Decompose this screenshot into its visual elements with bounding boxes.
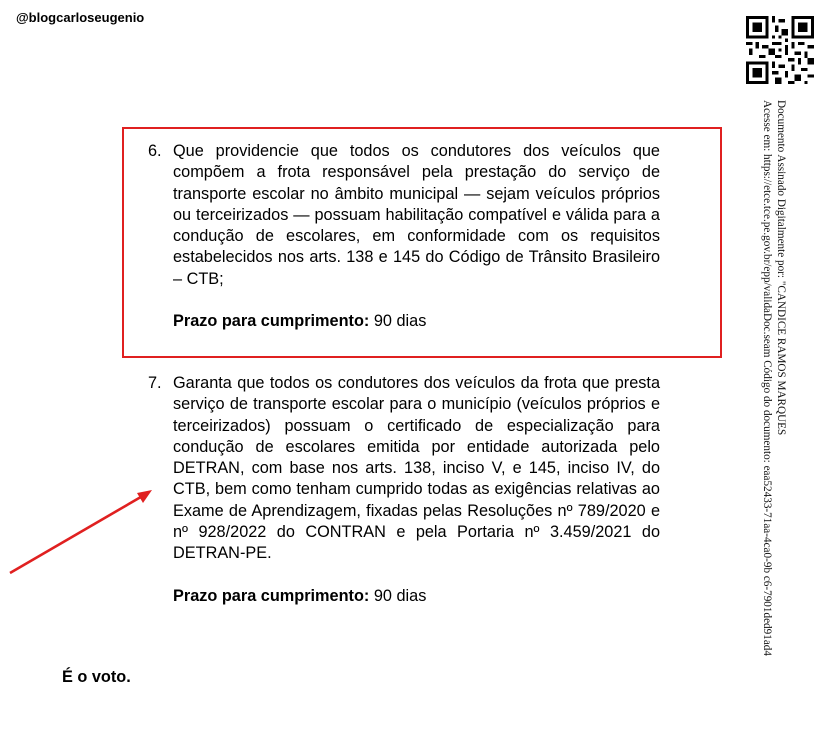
item-number: 7. (148, 374, 162, 392)
digital-signature-stamp (752, 100, 802, 710)
signature-line-1: Documento Assinado Digitalmente por: "CANDICE RAMOS MARQUES (775, 100, 787, 436)
item-text: Que providencie que todos os condutores dos veículos que compõem a frota responsável pela prestação do serviço de transporte escolar no âmbito municipal — sejam veículos próprios ou terceirizados — possuam habilitação compatível e válida para a condução de escolares, em conformidade com os requisitos estabelecidos nos arts. 138 e 145 do Código de Trânsito Brasileiro – CTB; (173, 142, 660, 288)
deadline-label: Prazo para cumprimento: (173, 312, 370, 331)
closing-statement: É o voto. (62, 668, 131, 686)
deadline-value: 90 dias (369, 586, 427, 605)
deadline-label: Prazo para cumprimento: (173, 586, 370, 605)
item-deadline (173, 311, 660, 332)
item-deadline (173, 586, 660, 607)
watermark-handle: @blogcarloseugenio (16, 10, 145, 25)
qr-code-icon (746, 16, 814, 84)
signature-line-2: Acesse em: https://etce.tce.pe.gov.br/epp/validaDoc.seam Código do documento: eaa52433-71aa-4ca0-9b c6-7901ded91ad4 (761, 100, 773, 656)
deadline-value: 90 dias (369, 312, 427, 331)
item-number: 6. (148, 142, 162, 160)
red-arrow-icon (0, 480, 170, 590)
recommendation-item-7 (148, 373, 660, 607)
item-text: Garanta que todos os condutores dos veículos da frota que presta serviço de transporte escolar para o município (veículos próprios e terceirizados) possuam o certificado de especialização para condução de escolares emitida por entidade autorizada pelo DETRAN, com base nos arts. 138, inciso V, e 145, inciso IV, do CTB, bem como tenham cumprido todas as exigências relativas ao Exame de Aprendizagem, fixadas pelas Resoluções nº 789/2020 e nº 928/2022 do CONTRAN e pela Portaria nº 3.459/2021 do DETRAN-PE. (173, 374, 660, 563)
recommendation-item-6 (148, 141, 660, 332)
